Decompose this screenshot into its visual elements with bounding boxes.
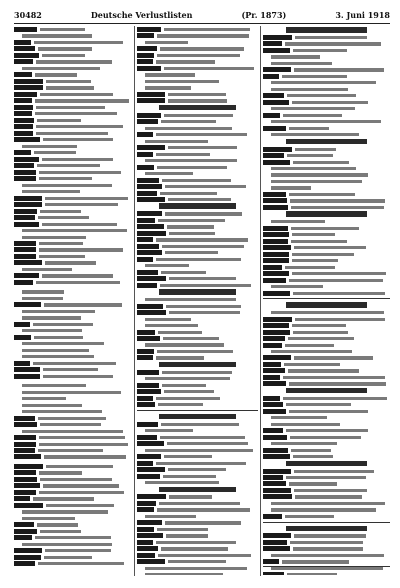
list-entry-line [14, 416, 132, 422]
list-entry-line [263, 481, 390, 487]
list-entry-line [14, 40, 132, 46]
list-entry-line [14, 53, 132, 59]
list-entry-line [14, 361, 132, 367]
list-entry-line [137, 474, 258, 480]
list-entry-line [137, 85, 258, 91]
section-heading [137, 289, 258, 296]
list-entry-line [137, 402, 258, 408]
list-entry-line [137, 330, 258, 336]
list-entry-line [137, 113, 258, 119]
list-entry-line [137, 132, 258, 138]
list-entry-line [14, 422, 132, 428]
list-entry-line [263, 355, 390, 361]
list-entry-line [263, 106, 390, 112]
list-entry-line [137, 448, 258, 454]
list-entry-line [14, 170, 132, 176]
list-entry-line [263, 258, 390, 264]
list-entry-line [14, 98, 132, 104]
list-entry-line [14, 189, 132, 195]
list-entry-line [14, 429, 132, 435]
section-heading [263, 211, 390, 218]
list-entry-line [263, 252, 390, 258]
list-entry-line [14, 131, 132, 137]
list-entry-line [263, 559, 390, 565]
list-entry-line [263, 330, 390, 336]
list-entry-line [14, 72, 132, 78]
list-entry-line [137, 178, 258, 184]
list-entry-line [137, 304, 258, 310]
list-entry-line [137, 191, 258, 197]
list-entry-line [137, 383, 258, 389]
section-rule [137, 410, 258, 411]
list-entry-line [14, 555, 132, 561]
list-entry-line [263, 448, 390, 454]
list-entry-line [263, 35, 390, 41]
list-entry-line [263, 198, 390, 204]
list-entry-line [14, 228, 132, 234]
list-entry-line [14, 522, 132, 528]
list-entry-line [14, 222, 132, 228]
list-entry-line [137, 546, 258, 552]
list-entry-line [263, 119, 390, 125]
list-entry-line [263, 409, 390, 415]
list-entry-line [14, 503, 132, 509]
list-entry-line [137, 520, 258, 526]
list-entry-line [14, 483, 132, 489]
section-rule [263, 298, 390, 299]
list-entry-line [137, 355, 258, 361]
list-entry-line [14, 490, 132, 496]
issue-number: (Pr. 1873) [241, 10, 287, 20]
list-entry-line [263, 415, 390, 421]
list-entry-line [137, 165, 258, 171]
column-divider-left [134, 26, 135, 576]
list-entry-line [263, 572, 390, 575]
list-entry-line [263, 546, 390, 552]
list-entry-line [14, 66, 132, 72]
list-entry-line [137, 480, 258, 486]
list-entry-line [137, 46, 258, 52]
list-entry-line [263, 362, 390, 368]
list-entry-line [263, 54, 390, 60]
list-entry-line [263, 501, 390, 507]
list-entry-line [263, 41, 390, 47]
list-entry-line [137, 435, 258, 441]
list-entry-line [14, 241, 132, 247]
journal-title: Deutsche Verlustlisten [90, 10, 193, 20]
list-entry-line [14, 516, 132, 522]
list-entry-line [14, 548, 132, 554]
list-entry-line [263, 245, 390, 251]
list-entry-line [263, 336, 390, 342]
list-entry-line [14, 59, 132, 65]
list-entry-line [263, 402, 390, 408]
list-entry-line [14, 470, 132, 476]
list-entry-line [263, 61, 390, 67]
list-entry-line [14, 322, 132, 328]
list-entry-line [137, 257, 258, 263]
list-entry-line [137, 250, 258, 256]
section-heading [137, 487, 258, 494]
list-entry-line [137, 422, 258, 428]
list-entry-line [137, 323, 258, 329]
list-entry-line [14, 235, 132, 241]
list-entry-line [263, 179, 390, 185]
list-entry-line [14, 196, 132, 202]
list-entry-line [14, 328, 132, 334]
list-entry-line [137, 283, 258, 289]
list-entry-line [14, 296, 132, 302]
list-entry-line [263, 435, 390, 441]
list-entry-line [263, 232, 390, 238]
list-entry-line [263, 278, 390, 284]
list-entry-line [137, 152, 258, 158]
list-entry-line [14, 409, 132, 415]
section-heading [137, 362, 258, 369]
list-entry-line [263, 226, 390, 232]
list-entry-line [14, 46, 132, 52]
list-entry-line [14, 561, 132, 567]
list-entry-line [263, 349, 390, 355]
list-entry-line [14, 254, 132, 260]
list-entry-line [263, 147, 390, 153]
list-entry-line [263, 126, 390, 132]
list-entry-line [137, 126, 258, 132]
list-entry-line [137, 376, 258, 382]
list-entry-line [137, 297, 258, 303]
list-entry-line [137, 428, 258, 434]
list-entry-line [137, 454, 258, 460]
list-entry-line [137, 336, 258, 342]
list-entry-line [14, 302, 132, 308]
list-entry-line [137, 389, 258, 395]
list-entry-line [263, 507, 390, 513]
list-entry-line [263, 74, 390, 80]
list-entry-line [263, 323, 390, 329]
list-entry-line [137, 461, 258, 467]
list-entry-line [14, 215, 132, 221]
list-entry-line [14, 157, 132, 163]
list-entry-line [263, 343, 390, 349]
list-entry-line [137, 218, 258, 224]
list-entry-line [137, 92, 258, 98]
list-entry-line [263, 166, 390, 172]
list-entry-line [263, 381, 390, 387]
list-entry-line [137, 540, 258, 546]
list-entry-line [137, 396, 258, 402]
list-entry-line [14, 403, 132, 409]
list-entry-line [14, 535, 132, 541]
list-entry-line [137, 566, 258, 572]
list-entry-line [14, 454, 132, 460]
list-entry-line [263, 494, 390, 500]
list-entry-line [137, 317, 258, 323]
list-entry-line [263, 48, 390, 54]
list-entry-line [263, 310, 390, 316]
list-entry-line [137, 158, 258, 164]
list-entry-line [137, 59, 258, 65]
list-entry-line [14, 111, 132, 117]
list-entry-line [263, 375, 390, 381]
list-entry-line [137, 276, 258, 282]
list-entry-line [263, 454, 390, 460]
column-left [14, 27, 132, 575]
section-rule [263, 522, 390, 523]
list-entry-line [14, 79, 132, 85]
list-entry-line [137, 139, 258, 145]
list-entry-line [14, 496, 132, 502]
list-entry-line [263, 317, 390, 323]
list-entry-line [14, 396, 132, 402]
list-entry-line [14, 27, 132, 33]
list-entry-line [14, 260, 132, 266]
list-entry-line [137, 72, 258, 78]
list-entry-line [137, 33, 258, 39]
list-entry-line [14, 542, 132, 548]
list-entry-line [14, 289, 132, 295]
list-entry-line [137, 211, 258, 217]
list-entry-line [263, 80, 390, 86]
list-entry-line [137, 66, 258, 72]
list-entry-line [263, 514, 390, 520]
list-entry-line [263, 192, 390, 198]
list-entry-line [263, 239, 390, 245]
page-number: 30482 [14, 10, 42, 20]
list-entry-line [14, 348, 132, 354]
footer-rule [263, 566, 390, 567]
list-entry-line [263, 422, 390, 428]
list-entry-line [14, 273, 132, 279]
list-entry-line [263, 185, 390, 191]
list-entry-line [14, 354, 132, 360]
section-heading [263, 27, 390, 34]
list-entry-line [14, 341, 132, 347]
list-entry-line [14, 33, 132, 39]
header-rule [14, 23, 390, 24]
list-entry-line [137, 224, 258, 230]
list-entry-line [263, 475, 390, 481]
list-entry-line [137, 171, 258, 177]
list-entry-line [14, 247, 132, 253]
list-entry-line [137, 231, 258, 237]
issue-date: 3. Juni 1918 [335, 10, 390, 20]
list-entry-line [263, 172, 390, 178]
list-entry-line [137, 527, 258, 533]
list-entry-line [263, 132, 390, 138]
section-heading [137, 105, 258, 112]
list-entry-line [14, 124, 132, 130]
list-entry-line [14, 309, 132, 315]
list-entry-line [14, 315, 132, 321]
list-entry-line [14, 163, 132, 169]
section-heading [137, 414, 258, 421]
list-entry-line [137, 40, 258, 46]
list-entry-line [263, 67, 390, 73]
list-entry-line [14, 509, 132, 515]
list-entry-line [137, 342, 258, 348]
list-entry-line [14, 267, 132, 273]
list-entry-line [263, 219, 390, 225]
list-entry-line [263, 428, 390, 434]
list-entry-line [263, 368, 390, 374]
list-entry-line [137, 533, 258, 539]
list-entry-line [137, 244, 258, 250]
list-entry-line [14, 85, 132, 91]
list-entry-line [263, 100, 390, 106]
list-entry-line [137, 553, 258, 559]
list-entry-line [14, 92, 132, 98]
list-entry-line [137, 98, 258, 104]
list-entry-line [137, 501, 258, 507]
list-entry-line [137, 310, 258, 316]
list-entry-line [137, 441, 258, 447]
list-entry-line [14, 367, 132, 373]
list-entry-line [137, 270, 258, 276]
list-entry-line [137, 494, 258, 500]
list-entry-line [137, 27, 258, 33]
section-heading [263, 388, 390, 395]
list-entry-line [263, 271, 390, 277]
list-entry-line [263, 396, 390, 402]
list-entry-line [14, 183, 132, 189]
list-entry-line [137, 559, 258, 565]
list-entry-line [14, 390, 132, 396]
list-entry-line [14, 209, 132, 215]
list-entry-line [14, 477, 132, 483]
list-entry-line [263, 291, 390, 297]
list-entry-line [14, 176, 132, 182]
list-entry-line [263, 265, 390, 271]
section-heading [263, 139, 390, 146]
list-entry-line [137, 349, 258, 355]
section-heading [263, 461, 390, 468]
list-entry-line [14, 448, 132, 454]
list-entry-line [137, 145, 258, 151]
list-entry-line [263, 469, 390, 475]
list-entry-line [263, 113, 390, 119]
list-entry-line [14, 118, 132, 124]
list-entry-line [263, 93, 390, 99]
list-entry-line [14, 150, 132, 156]
section-heading [137, 203, 258, 210]
list-entry-line [137, 237, 258, 243]
list-entry-line [14, 335, 132, 341]
list-entry-line [137, 370, 258, 376]
list-entry-line [263, 441, 390, 447]
page-header [14, 9, 390, 21]
list-entry-line [14, 280, 132, 286]
section-heading [263, 302, 390, 309]
list-entry-line [137, 119, 258, 125]
column-divider-right [260, 26, 261, 576]
list-entry-line [14, 105, 132, 111]
list-entry-line [137, 263, 258, 269]
list-entry-line [263, 488, 390, 494]
column-right [263, 27, 390, 575]
list-entry-line [137, 184, 258, 190]
list-entry-line [14, 464, 132, 470]
list-entry-line [263, 153, 390, 159]
list-entry-line [14, 435, 132, 441]
list-entry-line [137, 79, 258, 85]
list-entry-line [263, 87, 390, 93]
list-entry-line [263, 205, 390, 211]
column-middle [137, 27, 258, 575]
list-entry-line [137, 467, 258, 473]
list-entry-line [14, 137, 132, 143]
list-entry-line [263, 540, 390, 546]
list-entry-line [14, 374, 132, 380]
list-entry-line [14, 442, 132, 448]
list-entry-line [137, 197, 258, 203]
section-heading [263, 526, 390, 533]
list-entry-line [263, 160, 390, 166]
list-entry-line [137, 572, 258, 575]
list-entry-line [14, 144, 132, 150]
list-entry-line [14, 383, 132, 389]
list-entry-line [137, 514, 258, 520]
list-entry-line [137, 507, 258, 513]
list-entry-line [14, 529, 132, 535]
list-entry-line [263, 533, 390, 539]
list-entry-line [263, 553, 390, 559]
list-entry-line [14, 202, 132, 208]
list-entry-line [263, 284, 390, 290]
list-entry-line [137, 53, 258, 59]
